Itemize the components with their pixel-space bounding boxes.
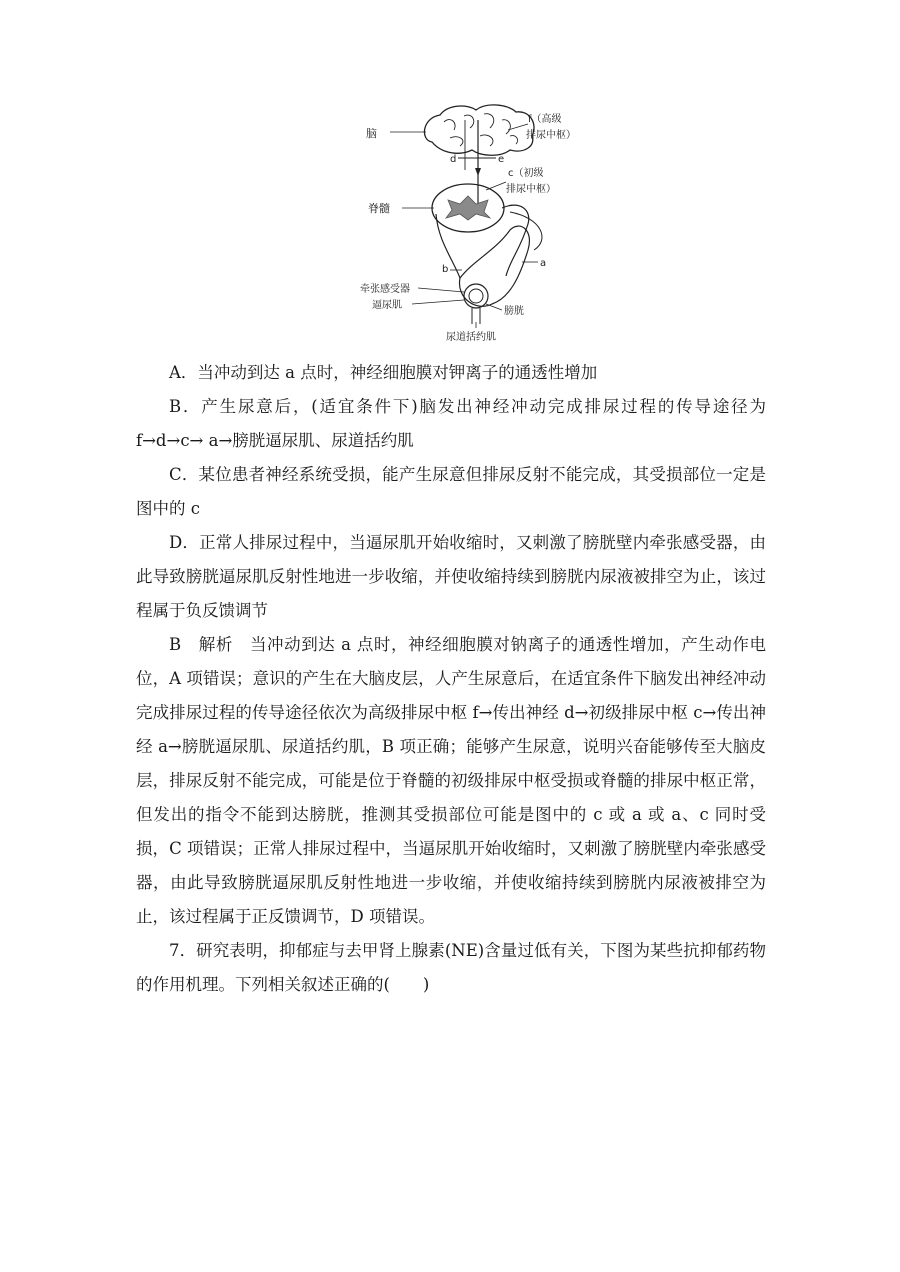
bladder-outline <box>459 226 529 306</box>
option-a: A．当冲动到达 a 点时，神经细胞膜对钾离子的通透性增加 <box>169 363 598 382</box>
label-d: d <box>450 154 457 165</box>
label-e: e <box>498 154 505 165</box>
option-d: D．正常人排尿过程中，当逼尿肌开始收缩时，又刺激了膀胱壁内牵张感受器，由此导致膀胱逼尿肌反射性地进一步收缩，并使收缩持续到膀胱内尿液被排空为止，该过程属于负反馈调节 <box>136 533 766 620</box>
label-a: a <box>540 258 547 269</box>
label-bladder: 膀胱 <box>504 306 524 317</box>
option-c: C．某位患者神经系统受损，能产生尿意但排尿反射不能完成，其受损部位一定是图中的 c <box>136 465 766 518</box>
label-low-center-2: 排尿中枢） <box>506 184 556 195</box>
question-options <box>136 356 766 1002</box>
analysis: B 解析 当冲动到达 a 点时，神经细胞膜对钠离子的通透性增加，产生动作电位，A 项错误；意识的产生在大脑皮层，人产生尿意后，在适宜条件下脑发出神经冲动完成排尿过程的传导途径依次为高级排尿中枢 f→传出神经 d→初级排尿中枢 c→传出神经 a→膀胱逼尿肌、尿道括约肌，B 项正确；能够产生尿意，说明兴奋能够传至大脑皮层，排尿反射不能完成，可能是位于脊髓的初级排尿中枢受损或脊髓的排尿中枢正常，但发出的指令不能到达膀胱，推测其受损部位可能是图中的 c 或 a 或 a、c 同时受损，C 项错误；正常人排尿过程中，当逼尿肌开始收缩时，又刺激了膀胱壁内牵张感受器，由此导致膀胱逼尿肌反射性地进一步收缩，并使收缩持续到膀胱内尿液被排空为止，该过程属于正反馈调节，D 项错误。 <box>136 635 766 926</box>
micturition-reflex-diagram <box>360 100 590 350</box>
option-b: B．产生尿意后，(适宜条件下)脑发出神经冲动完成排尿过程的传导途径为 f→d→c→ a→膀胱逼尿肌、尿道括约肌 <box>136 397 766 450</box>
label-high-center-2: 排尿中枢） <box>526 130 576 141</box>
question-7: 7．研究表明，抑郁症与去甲肾上腺素(NE)含量过低有关，下图为某些抗抑郁药物的作用机理。下列相关叙述正确的( ) <box>136 941 766 994</box>
label-stretch-receptor: 牵张感受器 <box>360 284 410 295</box>
label-spinal: 脊髓 <box>368 202 390 215</box>
label-high-center: f（高级 <box>528 114 562 125</box>
label-low-center: c（初级 <box>508 168 544 179</box>
label-brain: 脑 <box>366 127 377 140</box>
label-sphincter: 尿道括约肌 <box>446 332 496 343</box>
label-detrusor: 逼尿肌 <box>372 300 402 311</box>
label-b: b <box>442 264 449 275</box>
brain-outline <box>424 105 534 155</box>
